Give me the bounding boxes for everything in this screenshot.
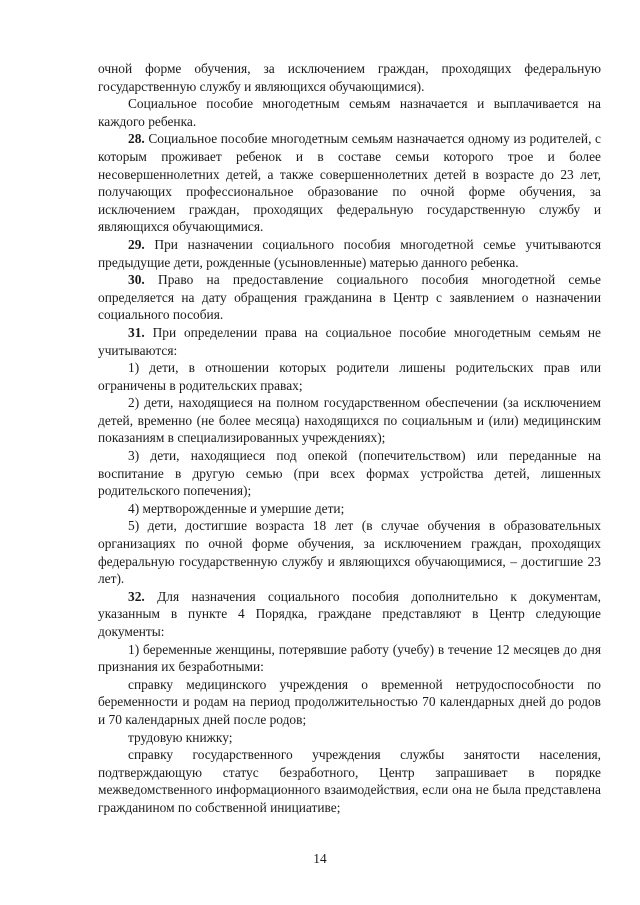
paragraph-number: 29.	[128, 236, 145, 252]
paragraph-number: 28.	[128, 131, 145, 147]
page-number: 14	[313, 851, 327, 866]
paragraph-30: 30. Право на предоставление социального пособия многодетной семье определяется на дату обращения гражданина в Центр с заявлением о назначении социального пособия.	[98, 272, 601, 323]
list-item: справку медицинского учреждения о временной нетрудоспособности по беременности и родам на период продолжительностью 70 календарных дней до родов и 70 календарных дней после родов;	[98, 676, 601, 727]
list-item: 1) беременные женщины, потерявшие работу (учебу) в течение 12 месяцев до дня признания их безработными:	[98, 641, 601, 675]
paragraph-continuation: очной форме обучения, за исключением граждан, проходящих федеральную государственную службу и являющихся обучающимися).	[98, 61, 601, 94]
list-item: 4) мертворожденные и умершие дети;	[128, 500, 345, 516]
list-item: 5) дети, достигшие возраста 18 лет (в случае обучения в образовательных организациях по очной форме обучения, за исключением граждан, проходящих федеральную государственную службу и являющихся обучающимися, – достигшие 23 лет).	[98, 518, 601, 587]
list-item: справку государственного учреждения службы занятости населения, подтверждающую статус безработного, Центр запрашивает в порядке межведомственного информационного взаимодействия, если она не была представлена гражданином по собственной инициативе;	[98, 747, 601, 815]
paragraph-31: 31. При определении права на социальное пособие многодетным семьям не учитываются:	[98, 324, 601, 358]
paragraph-28: 28. Социальное пособие многодетным семьям назначается одному из родителей, с которым проживает ребенок и в составе семьи которого трое и более несовершеннолетних детей, а также совершеннолетних детей в возрасте до 23 лет, получающих профессиональное образование по очной форме обучения, за исключением граждан, проходящих федеральную государственную службу и являющихся обучающимися.	[98, 131, 601, 235]
list-item: 1) дети, в отношении которых родители лишены родительских прав или ограничены в родительских правах;	[98, 360, 601, 393]
list-item: трудовую книжку;	[128, 729, 233, 745]
paragraph-number: 32.	[128, 588, 145, 604]
list-item: 3) дети, находящиеся под опекой (попечительством) или переданные на воспитание в другую семью (при всех формах устройства детей, лишенных родительского попечения);	[98, 448, 601, 499]
paragraph-number: 31.	[128, 324, 145, 340]
paragraph: Социальное пособие многодетным семьям назначается и выплачивается на каждого ребенка.	[98, 96, 601, 129]
list-item: 2) дети, находящиеся на полном государственном обеспечении (за исключением детей, временно (не более месяца) находящихся по социальным и (или) медицинским показаниям в специализированных учреждениях);	[98, 395, 601, 446]
paragraph-number: 30.	[128, 272, 145, 288]
document-body	[98, 60, 601, 817]
paragraph-32: 32. Для назначения социального пособия дополнительно к документам, указанным в пункте 4 Порядка, граждане представляют в Центр следующие документы:	[98, 588, 602, 639]
paragraph-29: 29. При назначении социального пособия многодетной семье учитываются предыдущие дети, рожденные (усыновленные) матерью данного ребенка.	[98, 236, 601, 270]
